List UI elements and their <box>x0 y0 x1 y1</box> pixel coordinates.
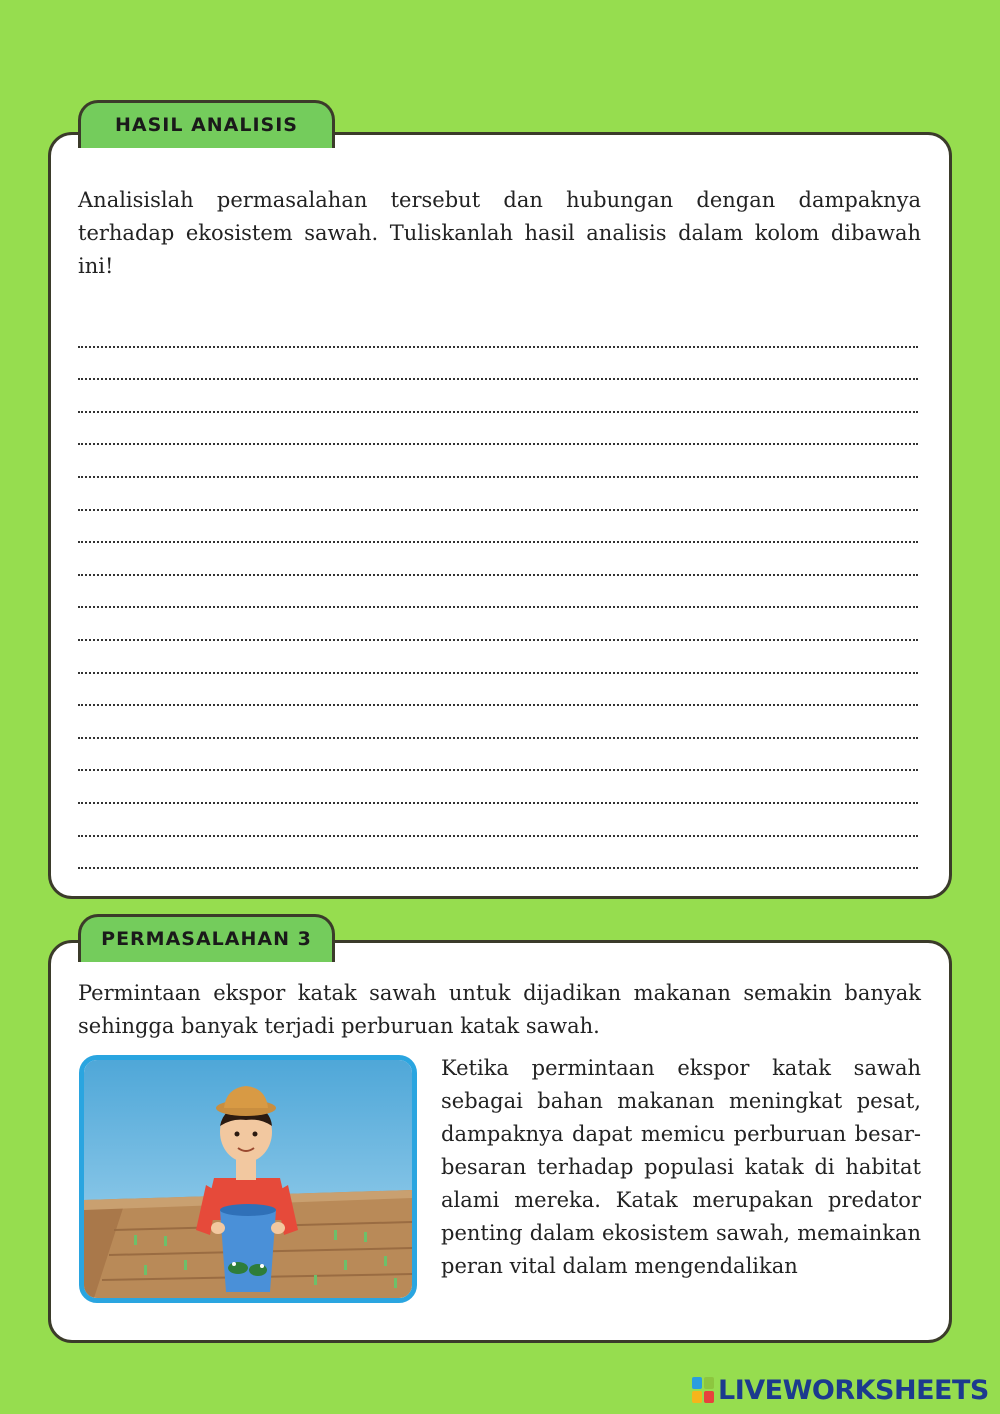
liveworksheets-logo-icon <box>692 1377 714 1403</box>
answer-line[interactable] <box>78 804 918 837</box>
farmer-illustration <box>79 1055 417 1303</box>
logo-square-blue <box>692 1377 702 1389</box>
logo-square-green <box>704 1377 714 1389</box>
answer-line[interactable] <box>78 445 918 478</box>
tab-hasil-analisis: HASIL ANALISIS <box>78 100 335 148</box>
answer-lines[interactable] <box>78 315 918 869</box>
analysis-instruction: Analisislah permasalahan tersebut dan hubungan dengan dampaknya terhadap ekosistem sawah. Tuliskanlah hasil analisis dalam kolom dibawah ini! <box>78 188 921 278</box>
answer-line[interactable] <box>78 413 918 446</box>
answer-line[interactable] <box>78 511 918 544</box>
liveworksheets-logo <box>692 1374 989 1406</box>
answer-line[interactable] <box>78 674 918 707</box>
logo-text: LIVEWORKSHEETS <box>718 1374 989 1406</box>
logo-square-yellow <box>692 1391 702 1403</box>
logo-square-red <box>704 1391 714 1403</box>
problem-intro: Permintaan ekspor katak sawah untuk dijadikan makanan semakin banyak sehingga banyak terjadi perburuan katak sawah. <box>78 981 921 1038</box>
answer-line[interactable] <box>78 576 918 609</box>
answer-line[interactable] <box>78 706 918 739</box>
answer-line[interactable] <box>78 380 918 413</box>
answer-line[interactable] <box>78 739 918 772</box>
answer-line[interactable] <box>78 608 918 641</box>
tab-permasalahan-3: PERMASALAHAN 3 <box>78 914 335 962</box>
answer-line[interactable] <box>78 837 918 870</box>
answer-line[interactable] <box>78 348 918 381</box>
answer-line[interactable] <box>78 543 918 576</box>
answer-line[interactable] <box>78 771 918 804</box>
answer-line[interactable] <box>78 641 918 674</box>
problem-body: Ketika permintaan ekspor katak sawah sebagai bahan makanan meningkat pesat, dampaknya dapat memicu perburuan besar-besaran terhadap populasi katak di habitat alami mereka. Katak merupakan predator penting dalam ekosistem sawah, memainkan peran vital dalam mengendalikan <box>441 1056 921 1278</box>
answer-line[interactable] <box>78 315 918 348</box>
answer-line[interactable] <box>78 478 918 511</box>
